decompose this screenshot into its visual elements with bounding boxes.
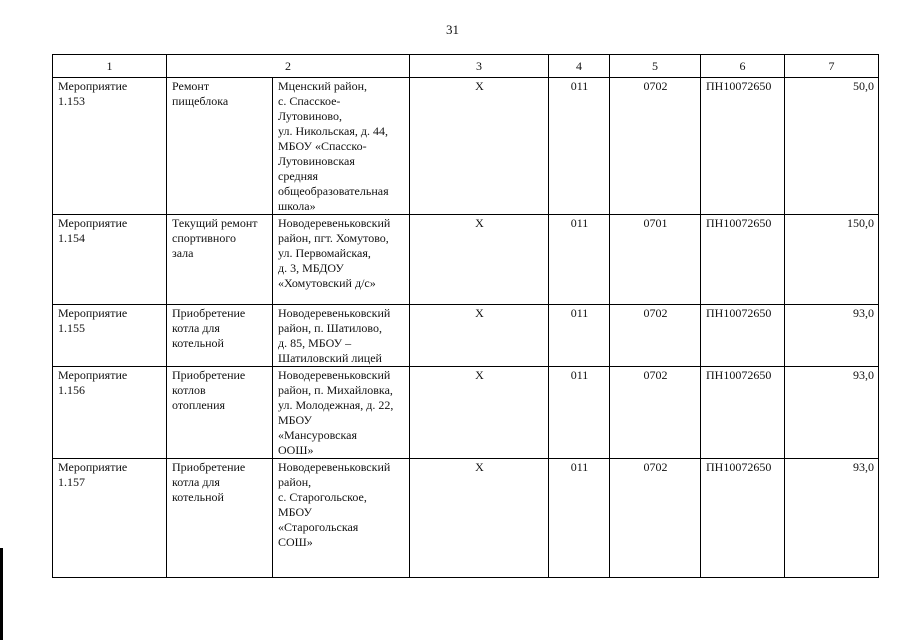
- col-5-cell: 0702: [610, 78, 701, 215]
- col-4-cell: 011: [549, 367, 610, 459]
- col-4-cell: 011: [549, 305, 610, 367]
- col-4-cell: 011: [549, 78, 610, 215]
- measure-cell: Мероприятие 1.157: [53, 459, 167, 578]
- amount-cell: 50,0: [785, 78, 879, 215]
- work-description-cell: Приобретение котла для котельной: [167, 305, 273, 367]
- measure-cell: Мероприятие 1.155: [53, 305, 167, 367]
- amount-cell: 93,0: [785, 367, 879, 459]
- work-description-cell: Приобретение котлов отопления: [167, 367, 273, 459]
- measure-cell: Мероприятие 1.154: [53, 215, 167, 305]
- col-3-cell: Х: [410, 215, 549, 305]
- col-4-cell: 011: [549, 215, 610, 305]
- amount-cell: 93,0: [785, 305, 879, 367]
- work-description-cell: Текущий ремонт спортивного зала: [167, 215, 273, 305]
- col-4-cell: 011: [549, 459, 610, 578]
- address-cell: Новодеревеньковский район, п. Шатилово, д. 85, МБОУ – Шатиловский лицей: [273, 305, 410, 367]
- col-6-cell: ПН10072650: [701, 367, 785, 459]
- col-5-cell: 0702: [610, 305, 701, 367]
- table-row: [53, 459, 879, 578]
- measures-table: [52, 54, 879, 578]
- work-description-cell: Ремонт пищеблока: [167, 78, 273, 215]
- header-col-5: 5: [610, 55, 701, 78]
- page-number: 31: [446, 22, 459, 37]
- table-row: [53, 367, 879, 459]
- work-description-cell: Приобретение котла для котельной: [167, 459, 273, 578]
- col-6-cell: ПН10072650: [701, 78, 785, 215]
- col-6-cell: ПН10072650: [701, 459, 785, 578]
- col-6-cell: ПН10072650: [701, 305, 785, 367]
- header-row: [53, 55, 879, 78]
- table-row: [53, 305, 879, 367]
- col-5-cell: 0701: [610, 215, 701, 305]
- header-col-3: 3: [410, 55, 549, 78]
- table-row: [53, 78, 879, 215]
- header-col-2: 2: [167, 55, 410, 78]
- col-3-cell: Х: [410, 367, 549, 459]
- header-col-1: 1: [53, 55, 167, 78]
- scan-edge-mark: [0, 548, 3, 640]
- measure-cell: Мероприятие 1.153: [53, 78, 167, 215]
- address-cell: Новодеревеньковский район, с. Старогольское, МБОУ «Старогольская СОШ»: [273, 459, 410, 578]
- header-col-6: 6: [701, 55, 785, 78]
- address-cell: Новодеревеньковский район, пгт. Хомутово, ул. Первомайская, д. 3, МБДОУ «Хомутовский д/с»: [273, 215, 410, 305]
- col-3-cell: Х: [410, 459, 549, 578]
- amount-cell: 150,0: [785, 215, 879, 305]
- header-col-4: 4: [549, 55, 610, 78]
- col-5-cell: 0702: [610, 367, 701, 459]
- measure-cell: Мероприятие 1.156: [53, 367, 167, 459]
- col-3-cell: Х: [410, 305, 549, 367]
- col-6-cell: ПН10072650: [701, 215, 785, 305]
- header-col-7: 7: [785, 55, 879, 78]
- address-cell: Мценский район, с. Спасское- Лутовиново, ул. Никольская, д. 44, МБОУ «Спасско- Лутовиновская средняя общеобразовательная школа»: [273, 78, 410, 215]
- table-row: [53, 215, 879, 305]
- address-cell: Новодеревеньковский район, п. Михайловка, ул. Молодежная, д. 22, МБОУ «Мансуровская ООШ»: [273, 367, 410, 459]
- amount-cell: 93,0: [785, 459, 879, 578]
- col-5-cell: 0702: [610, 459, 701, 578]
- col-3-cell: Х: [410, 78, 549, 215]
